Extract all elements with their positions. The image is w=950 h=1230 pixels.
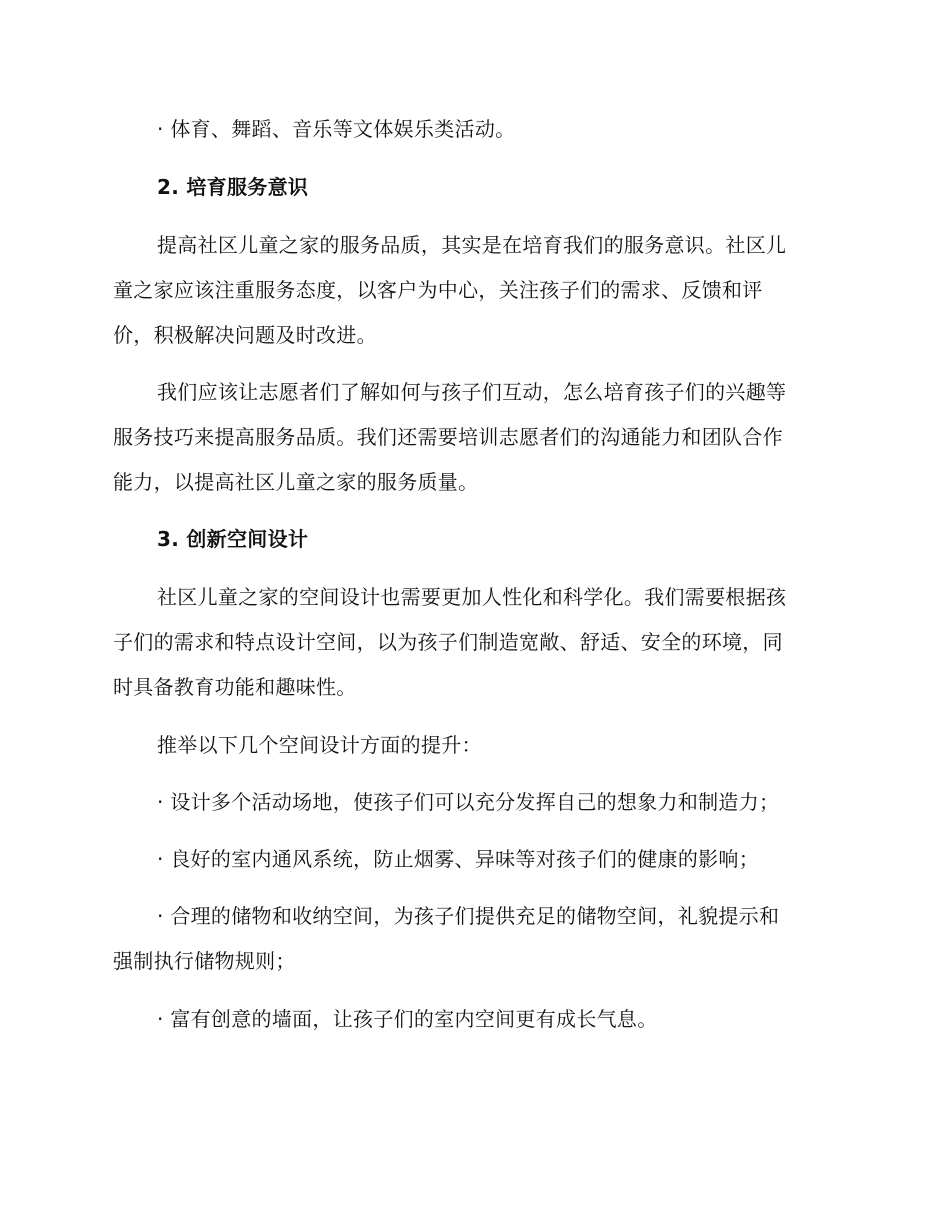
section-heading-service-awareness: 2. 培育服务意识: [157, 175, 309, 199]
paragraph-line: 能力，以提高社区儿童之家的服务质量。: [113, 470, 479, 494]
paragraph-line: 服务技巧来提高服务品质。我们还需要培训志愿者们的沟通能力和团队合作: [113, 425, 783, 449]
paragraph-line: 我们应该让志愿者们了解如何与孩子们互动，怎么培育孩子们的兴趣等: [157, 380, 787, 404]
paragraph-line: 提高社区儿童之家的服务品质，其实是在培育我们的服务意识。社区儿: [157, 233, 787, 257]
list-item-continuation: 强制执行储物规则；: [113, 949, 296, 973]
paragraph-line: 价，积极解决问题及时改进。: [113, 323, 377, 347]
list-item: · 良好的室内通风系统，防止烟雾、异味等对孩子们的健康的影响；: [157, 847, 760, 871]
list-item: · 设计多个活动场地，使孩子们可以充分发挥自己的想象力和制造力；: [157, 790, 780, 814]
section-heading-space-design: 3. 创新空间设计: [157, 527, 309, 551]
paragraph-line: 社区儿童之家的空间设计也需要更加人性化和科学化。我们需要根据孩: [157, 585, 787, 609]
paragraph-line: 子们的需求和特点设计空间，以为孩子们制造宽敞、舒适、安全的环境，同: [113, 630, 783, 654]
list-item: · 富有创意的墙面，让孩子们的室内空间更有成长气息。: [157, 1007, 658, 1031]
list-intro: 推举以下几个空间设计方面的提升：: [157, 733, 482, 757]
bullet-sports-activities: · 体育、舞蹈、音乐等文体娱乐类活动。: [157, 117, 516, 141]
paragraph-line: 童之家应该注重服务态度，以客户为中心，关注孩子们的需求、反馈和评: [113, 278, 763, 302]
list-item: · 合理的储物和收纳空间，为孩子们提供充足的储物空间，礼貌提示和: [157, 904, 780, 928]
paragraph-line: 时具备教育功能和趣味性。: [113, 675, 357, 699]
